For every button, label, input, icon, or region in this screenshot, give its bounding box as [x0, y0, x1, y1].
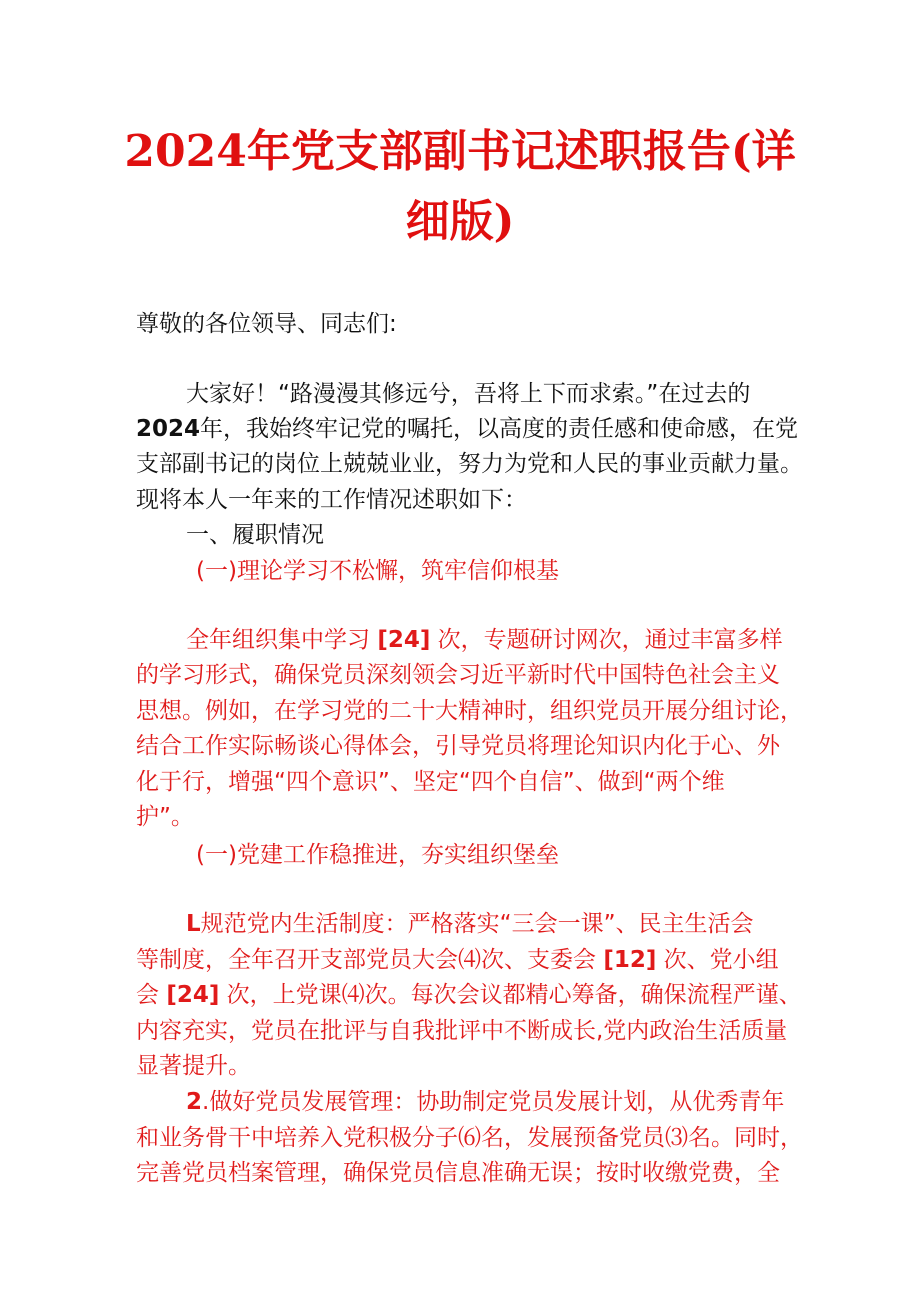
sub2-p1-line-5: 显著提升。	[136, 1053, 251, 1079]
salutation: 尊敬的各位领导、同志们:	[136, 311, 397, 337]
committee-count: [12]	[603, 947, 657, 973]
intro-line-2	[136, 411, 798, 447]
sub2-p1-line-1-text: 规范党内生活制度：严格落实“三会一课”、民主生活会	[200, 911, 754, 937]
sub1-line-2: 的学习形式，确保党员深刻领会习近平新时代中国特色社会主义	[136, 662, 780, 688]
sub2-p1-line-1	[186, 906, 754, 942]
sub2-p1-line-2-text-c: 次、党小组	[663, 947, 779, 973]
sub2-p2-line-2: 和业务骨干中培养入党积极分子⑹名，发展预备党员⑶名。同时，	[136, 1125, 803, 1151]
sub2-p1-line-4: 内容充实，党员在批评与自我批评中不断成长,党内政治生活质量	[136, 1018, 788, 1044]
sub2-p2-line-1-text: .做好党员发展管理：协助制定党员发展计划，从优秀青年	[202, 1089, 785, 1115]
document-title-line-1: 2024年党支部副书记述职报告(详	[124, 126, 796, 177]
sub2-p1-line-3	[136, 977, 802, 1013]
sub1-line-4: 结合工作实际畅谈心得体会，引导党员将理论知识内化于心、外	[136, 733, 780, 759]
sub2-p2-line-1	[186, 1084, 784, 1120]
intro-line-3: 支部副书记的岗位上兢兢业业，努力为党和人民的事业贡献力量。	[136, 451, 803, 477]
sub2-p2-line-3: 完善党员档案管理，确保党员信息准确无误；按时收缴党费，全	[136, 1160, 780, 1186]
intro-year: 2024	[136, 416, 201, 442]
sub2-p1-line-3-text-a: 会	[136, 982, 159, 1008]
section-heading-1: 一、履职情况	[186, 522, 324, 548]
document-title-line-2: 细版)	[405, 196, 515, 247]
item-number-1: L	[186, 911, 201, 937]
sub1-line-6: 护”。	[136, 804, 194, 830]
sub2-p1-line-3-text-c: 次，上党课⑷次。每次会议都精心筹备，确保流程严谨、	[226, 982, 802, 1008]
intro-line-1: 大家好！“路漫漫其修远兮，吾将上下而求索。”在过去的	[186, 381, 751, 407]
study-count: [24]	[377, 627, 431, 653]
intro-line-4: 现将本人一年来的工作情况述职如下：	[136, 487, 527, 513]
item-number-2: 2	[186, 1089, 203, 1115]
sub1-line-3: 思想。例如，在学习党的二十大精神时，组织党员开展分组讨论，	[136, 698, 803, 724]
subsection-heading-1: (一)理论学习不松懈，筑牢信仰根基	[196, 558, 559, 584]
sub1-line-5: 化于行，增强“四个意识”、坚定“四个自信”、做到“两个维	[136, 769, 725, 795]
sub2-p1-line-2	[136, 942, 779, 978]
sub2-p1-line-2-text-a: 等制度，全年召开支部党员大会⑷次、支委会	[136, 947, 596, 973]
sub1-line-1-text-c: 次，专题研讨网次，通过丰富多样	[437, 627, 783, 653]
sub1-line-1-text-a: 全年组织集中学习	[186, 627, 370, 653]
group-meeting-count: [24]	[166, 982, 220, 1008]
intro-line-2-text: 年，我始终牢记党的嘱托，以高度的责任感和使命感，在党	[200, 416, 799, 442]
sub1-line-1	[186, 622, 783, 658]
subsection-heading-2: (一)党建工作稳推进，夯实组织堡垒	[196, 842, 559, 868]
